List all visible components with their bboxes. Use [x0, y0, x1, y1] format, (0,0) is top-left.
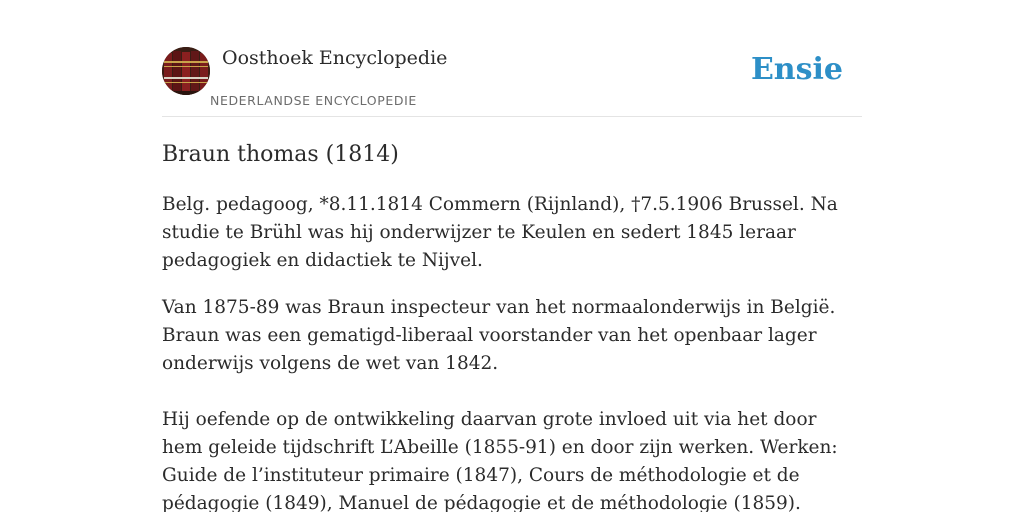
entry-paragraph: Belg. pedagoog, *8.11.1814 Commern (Rijnland), †7.5.1906 Brussel. Na studie te Brühl was hij onderwijzer te Keulen en sedert 1845 leraar pedagogiek en didactiek te Nijvel.	[162, 194, 838, 271]
site-header	[162, 46, 862, 117]
site-title[interactable]: Oosthoek Encyclopedie	[222, 47, 448, 69]
entry-title: Braun thomas (1814)	[162, 142, 399, 167]
brand-logo-link[interactable]: Ensie	[750, 52, 843, 87]
entry-content	[162, 138, 862, 512]
encyclopedia-books-icon[interactable]	[162, 47, 210, 95]
site-subtitle: NEDERLANDSE ENCYCLOPEDIE	[210, 93, 417, 108]
entry-paragraph: Hij oefende op de ontwikkeling daarvan grote invloed uit via het door hem geleide tijdschrift L’Abeille (1855-91) en door zijn werken. Werken: Guide de l’instituteur primaire (1847), Cours de méthodologie et de pédagogie (1849), Manuel de pédagogie et de méthodologie (1859).	[162, 409, 838, 512]
entry-paragraph: Van 1875-89 was Braun inspecteur van het normaalonderwijs in België. Braun was een gematigd-liberaal voorstander van het openbaar lager onderwijs volgens de wet van 1842.	[162, 297, 836, 374]
